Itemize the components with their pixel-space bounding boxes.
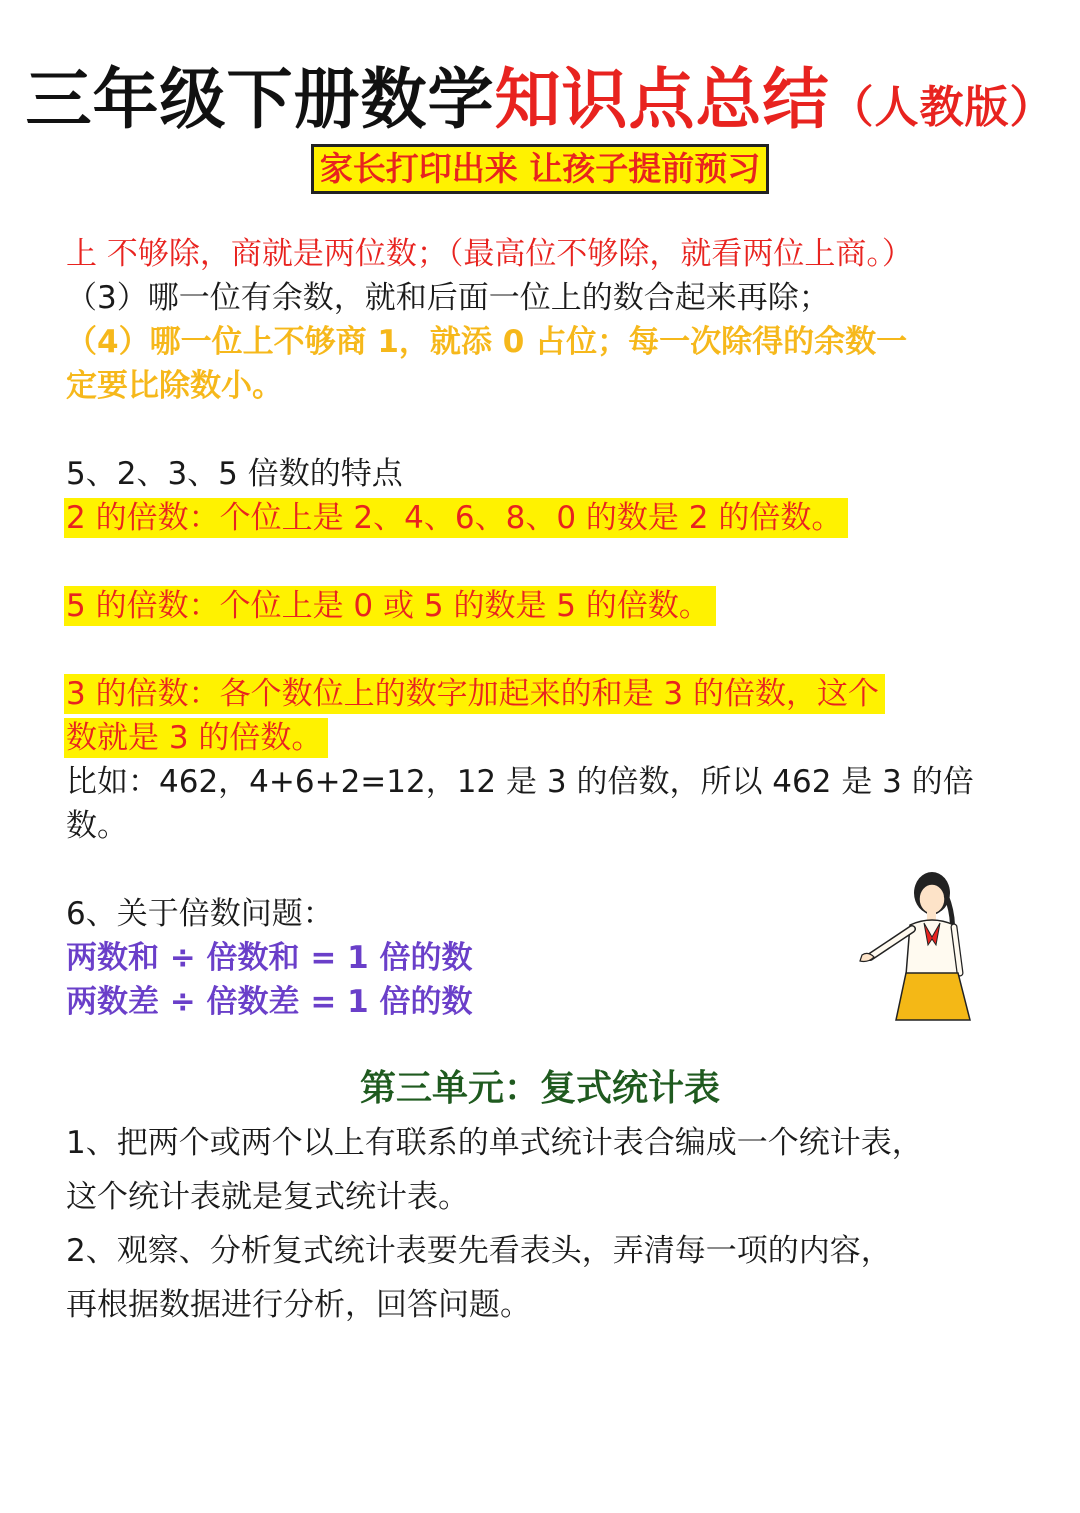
subtitle-wrapper bbox=[0, 144, 1080, 194]
multiple-of-five-rule bbox=[66, 584, 716, 628]
division-rule-4-line2: 定要比除数小。 bbox=[66, 368, 283, 404]
unit3-item2-line2: 再根据数据进行分析，回答问题。 bbox=[66, 1287, 531, 1323]
example-line2: 数。 bbox=[66, 808, 128, 844]
unit3-item1-line1: 1、把两个或两个以上有联系的单式统计表合编成一个统计表， bbox=[66, 1125, 923, 1161]
multiples-heading: 5、2、3、5 倍数的特点 bbox=[66, 456, 403, 492]
unit3-item2-line1: 2、观察、分析复式统计表要先看表头，弄清每一项的内容， bbox=[66, 1233, 892, 1269]
multiple-of-two-text: 2 的倍数：个位上是 2、4、6、8、0 的数是 2 的倍数。 bbox=[64, 498, 848, 538]
multiple-of-three-text-2: 数就是 3 的倍数。 bbox=[64, 718, 328, 758]
title-version: （人教版） bbox=[829, 82, 1055, 133]
division-rule-3: （3）哪一位有余数，就和后面一位上的数合起来再除； bbox=[66, 280, 830, 316]
title-red-part: 知识点总结 bbox=[494, 61, 830, 138]
title-black-part: 三年级下册数学 bbox=[25, 61, 495, 138]
multiple-of-three-rule-line2 bbox=[66, 716, 328, 760]
example-line1: 比如：462，4+6+2=12，12 是 3 的倍数，所以 462 是 3 的倍 bbox=[66, 764, 974, 800]
multiple-of-two-rule bbox=[66, 496, 848, 540]
division-rule-4-line1: （4）哪一位上不够商 1，就添 0 占位；每一次除得的余数一 bbox=[66, 324, 908, 360]
page-title bbox=[0, 58, 1080, 150]
multiple-problems-heading: 6、关于倍数问题： bbox=[66, 896, 334, 932]
formula-sum: 两数和 ÷ 倍数和 = 1 倍的数 bbox=[66, 940, 473, 976]
multiple-of-three-rule-line1 bbox=[66, 672, 885, 716]
unit3-heading: 第三单元：复式统计表 bbox=[359, 1068, 720, 1109]
multiple-of-three-text-1: 3 的倍数：各个数位上的数字加起来的和是 3 的倍数，这个 bbox=[64, 674, 885, 714]
unit3-item1-line2: 这个统计表就是复式统计表。 bbox=[66, 1179, 469, 1215]
subtitle-banner: 家长打印出来 让孩子提前预习 bbox=[311, 144, 770, 194]
formula-difference: 两数差 ÷ 倍数差 = 1 倍的数 bbox=[66, 984, 473, 1020]
girl-teacher-illustration bbox=[850, 865, 975, 1025]
division-rule-continuation: 上 不够除，商就是两位数；（最高位不够除，就看两位上商。） bbox=[66, 236, 913, 272]
multiple-of-five-text: 5 的倍数：个位上是 0 或 5 的数是 5 的倍数。 bbox=[64, 586, 716, 626]
